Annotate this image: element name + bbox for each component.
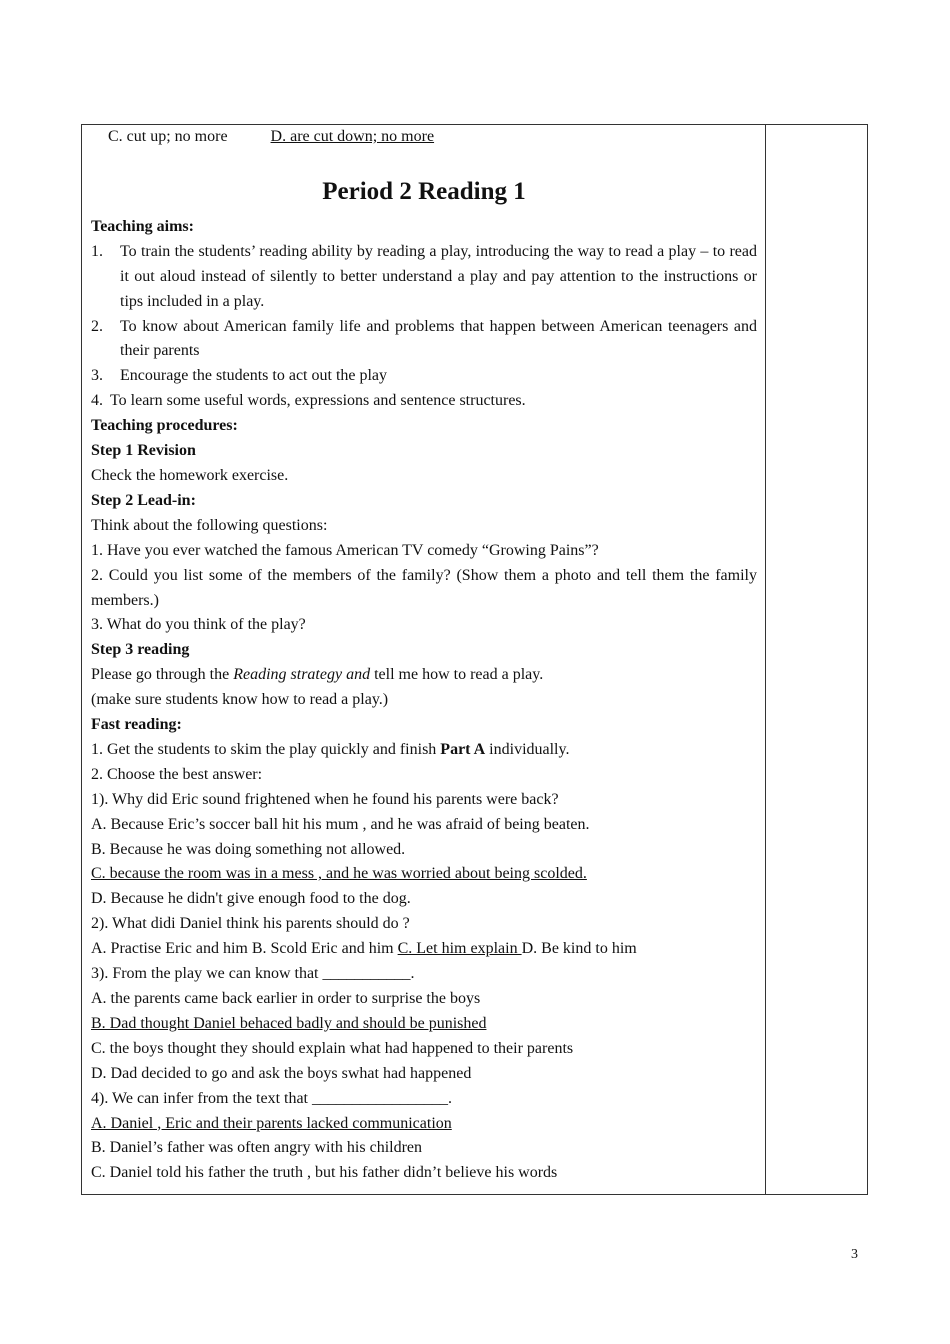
answer-option: D. Because he didn't give enough food to the dog. — [91, 890, 411, 908]
answer-option: B. Because he was doing something not allowed. — [91, 840, 406, 858]
question-text: 1). Why did Eric sound frightened when he found his parents were back? — [91, 790, 559, 808]
step3-instruction — [91, 663, 757, 688]
fast-reading-item — [91, 738, 757, 763]
correct-answer-option: A. Daniel , Eric and their parents lacked communication — [91, 1114, 452, 1132]
procedures-heading: Teaching procedures: — [91, 417, 238, 435]
correct-answer-option: C. Let him explain — [397, 940, 522, 958]
aim-text: To know about American family life and problems that happen between American teenagers and their parents — [120, 317, 757, 360]
lesson-content — [91, 125, 757, 1186]
answer-option: D. Be kind to him — [521, 940, 637, 958]
answer-option: C. Daniel told his father the truth , but his father didn’t believe his words — [91, 1164, 558, 1182]
answer-option: A. Practise Eric and him B. Scold Eric and him — [91, 940, 398, 958]
answer-option: D. Dad decided to go and ask the boys swhat had happened — [91, 1064, 472, 1082]
question-text: 4). We can infer from the text that _________________. — [91, 1089, 452, 1107]
fast-reading-heading: Fast reading: — [91, 716, 182, 734]
leadin-question: 2. Could you list some of the members of the family? (Show them a photo and tell them the family members.) — [91, 566, 757, 609]
question-text: 3). From the play we can know that ___________. — [91, 965, 415, 983]
answer-option: B. Daniel’s father was often angry with his children — [91, 1139, 423, 1157]
answer-option: A. Because Eric’s soccer ball hit his mum , and he was afraid of being beaten. — [91, 815, 590, 833]
correct-answer-option: C. because the room was in a mess , and he was worried about being scolded. — [91, 865, 587, 883]
leadin-question: 3. What do you think of the play? — [91, 616, 306, 634]
answer-option: A. the parents came back earlier in order to surprise the boys — [91, 990, 481, 1007]
item-text: individually. — [485, 740, 570, 758]
part-a-text: Part A — [440, 740, 486, 758]
answer-options-row — [91, 937, 757, 962]
correct-answer-option: B. Dad thought Daniel behaced badly and should be punished — [91, 1014, 487, 1032]
notes-column — [765, 125, 766, 1194]
instruction-text: tell me how to read a play. — [370, 666, 544, 684]
step3-note: (make sure students know how to read a play.) — [91, 691, 389, 709]
step2-intro: Think about the following questions: — [91, 516, 328, 534]
aim-number: 3. — [91, 367, 103, 385]
aim-item — [91, 240, 757, 315]
item-text: 1. Get the students to skim the play quickly and finish — [91, 740, 441, 758]
reading-strategy-text: Reading strategy and — [233, 666, 371, 684]
fast-reading-item: 2. Choose the best answer: — [91, 765, 263, 783]
answer-option: C. the boys thought they should explain what had happened to their parents — [91, 1039, 574, 1057]
step3-heading: Step 3 reading — [91, 641, 190, 659]
aim-item — [91, 315, 757, 365]
aim-number: 4. — [91, 392, 103, 410]
teaching-aims-heading: Teaching aims: — [91, 217, 194, 235]
option-c: C. cut up; no more — [108, 128, 228, 145]
top-options-row — [91, 125, 757, 150]
aim-item — [91, 364, 757, 389]
aim-number: 2. — [91, 317, 103, 335]
instruction-text: Please go through the — [91, 666, 234, 684]
aim-text: Encourage the students to act out the play — [120, 367, 388, 385]
aim-text: To learn some useful words, expressions and sentence structures. — [110, 392, 526, 410]
aim-item — [91, 389, 757, 414]
option-d-answer: D. are cut down; no more — [270, 128, 435, 145]
step2-heading: Step 2 Lead-in: — [91, 491, 196, 509]
lesson-table — [81, 124, 868, 1195]
period-title: Period 2 Reading 1 — [322, 177, 526, 205]
aim-text: To train the students’ reading ability by reading a play, introducing the way to read a play – to read it out aloud instead of silently to better understand a play and pay attention to the instructions or tips included in a play. — [120, 242, 757, 310]
step1-heading: Step 1 Revision — [91, 442, 196, 460]
page-number: 3 — [851, 1247, 858, 1262]
question-text: 2). What didi Daniel think his parents should do ? — [91, 915, 410, 933]
step1-text: Check the homework exercise. — [91, 466, 289, 484]
aim-number: 1. — [91, 242, 103, 260]
leadin-question: 1. Have you ever watched the famous American TV comedy “Growing Pains”? — [91, 541, 599, 559]
